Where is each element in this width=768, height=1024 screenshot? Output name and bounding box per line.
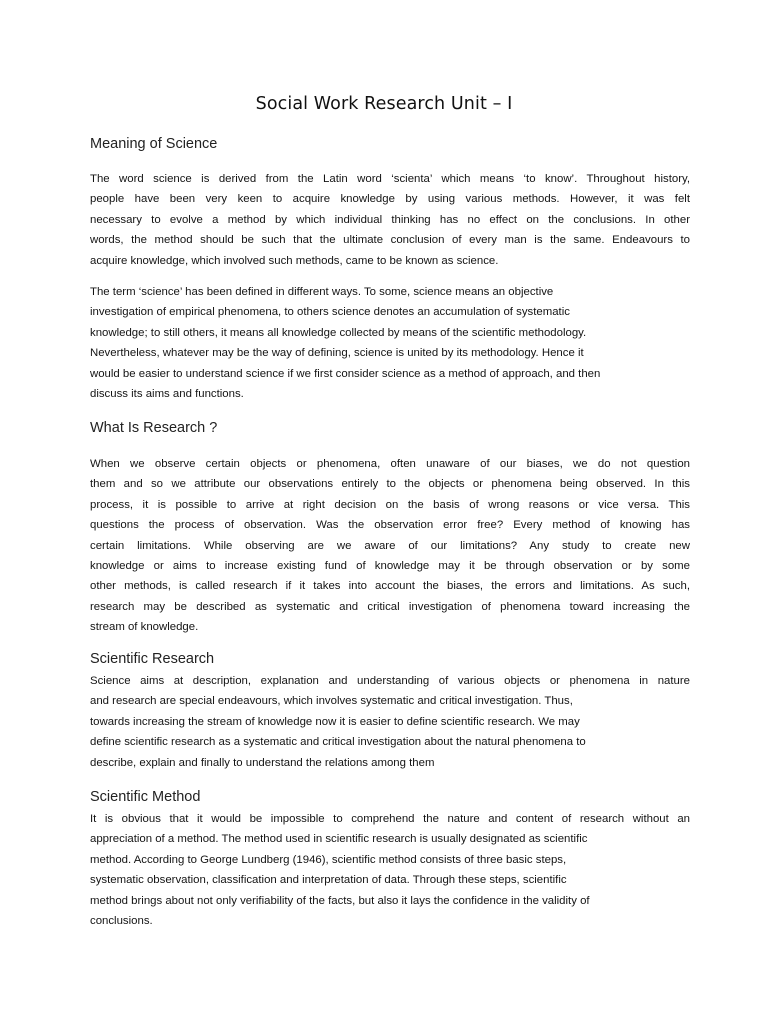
paragraph-line: other methods, is called research if it takes into account the biases, the errors and limitations. As such, (90, 580, 690, 593)
paragraph-line: knowledge; to still others, it means all knowledge collected by means of the scientific methodology. (90, 326, 587, 339)
paragraph-line: them and so we attribute our observations entirely to the objects or phenomena being observed. In this (90, 478, 690, 491)
paragraph-line: acquire knowledge, which involved such methods, came to be known as science. (90, 254, 499, 267)
paragraph-line: people have been very keen to acquire knowledge by using various methods. However, it was felt (90, 193, 690, 206)
paragraph-line: words, the method should be such that the ultimate conclusion of every man is the same. Endeavours to (90, 234, 690, 247)
section-heading-scientific-method: Scientific Method (90, 789, 201, 805)
paragraph-line: appreciation of a method. The method used in scientific research is usually designated as scientific (90, 833, 588, 846)
paragraph-research-definition (90, 454, 690, 638)
paragraph-line: method. According to George Lundberg (1946), scientific method consists of three basic steps, (90, 853, 567, 866)
paragraph-line: The term ‘science’ has been defined in different ways. To some, science means an objective (90, 286, 554, 298)
paragraph-line: Nevertheless, whatever may be the way of defining, science is united by its methodology. Hence it (90, 347, 584, 360)
paragraph-line: define scientific research as a systematic and critical investigation about the natural phenomena to (90, 736, 586, 749)
paragraph-scientific-research (90, 671, 690, 773)
paragraph-line: describe, explain and finally to understand the relations among them (90, 756, 435, 769)
paragraph-line: The word science is derived from the Latin word ‘scienta’ which means ‘to know’. Throughout history, (90, 173, 690, 185)
paragraph-line: systematic observation, classification and interpretation of data. Through these steps, scientific (90, 874, 567, 887)
paragraph-line: discuss its aims and functions. (90, 387, 244, 400)
section-heading-what-is-research: What Is Research ? (90, 420, 218, 436)
paragraph-line: investigation of empirical phenomena, to others science denotes an accumulation of systematic (90, 306, 570, 319)
paragraph-line: research may be described as systematic and critical investigation of phenomena toward increasing the (90, 600, 690, 613)
paragraph-line: When we observe certain objects or phenomena, often unaware of our biases, we do not question (90, 458, 690, 470)
section-heading-scientific-research: Scientific Research (90, 651, 215, 667)
paragraph-line: and research are special endeavours, which involves systematic and critical investigation. Thus, (90, 695, 573, 708)
paragraph-line: process, it is possible to arrive at right decision on the basis of wrong reasons or vice versa. This (90, 498, 690, 511)
paragraph-line: It is obvious that it would be impossible to comprehend the nature and content of research without an (90, 813, 690, 825)
paragraph-line: method brings about not only verifiability of the facts, but also it lays the confidence in the validity of (90, 894, 590, 907)
paragraph-scientific-method (90, 809, 690, 931)
paragraph-line: conclusions. (90, 914, 153, 927)
paragraph-science-etymology (90, 169, 690, 271)
paragraph-line: knowledge or aims to increase existing fund of knowledge may it be through observation or by some (90, 559, 690, 572)
paragraph-science-definitions (90, 282, 690, 404)
paragraph-line: necessary to evolve a method by which individual thinking has no effect on the conclusions. In other (90, 213, 690, 226)
paragraph-line: would be easier to understand science if we first consider science as a method of approach, and then (90, 367, 601, 380)
document-title: Social Work Research Unit – I (255, 94, 513, 114)
paragraph-line: questions the process of observation. Was the observation error free? Every method of knowing has (90, 519, 690, 532)
section-heading-meaning-of-science: Meaning of Science (90, 136, 218, 152)
paragraph-line: towards increasing the stream of knowledge now it is easier to define scientific research. We may (90, 715, 580, 728)
paragraph-line: Science aims at description, explanation and understanding of various objects or phenomena in nature (90, 675, 690, 687)
paragraph-line: certain limitations. While observing are we aware of our limitations? Any study to create new (90, 539, 690, 552)
paragraph-line: stream of knowledge. (90, 621, 199, 634)
